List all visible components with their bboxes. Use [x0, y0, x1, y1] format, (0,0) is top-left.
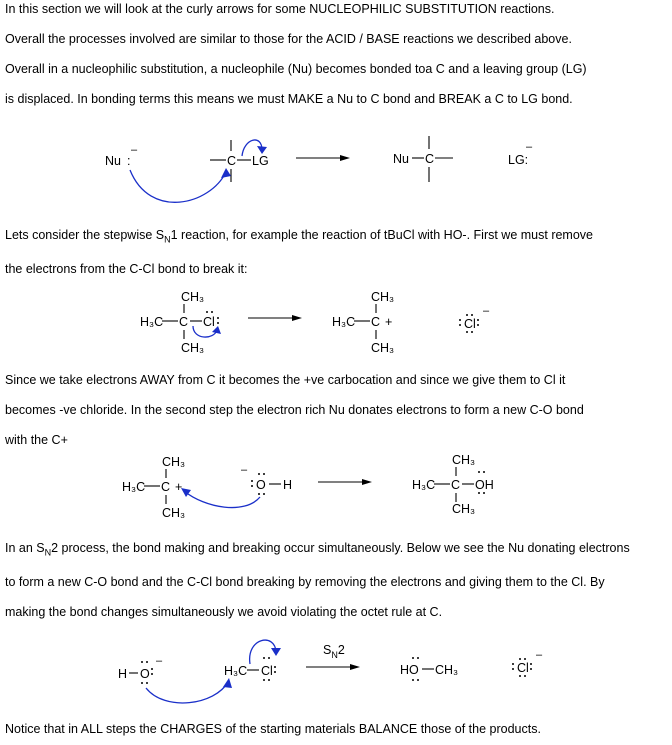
cl-dot	[268, 657, 270, 659]
leaving-group-label: LG	[252, 154, 269, 168]
product-nu-label: Nu	[393, 152, 409, 166]
sn2-line-2: to form a new C-O bond and the C-Cl bond breaking by removing the electrons and giving them to the Cl. By	[5, 575, 605, 589]
intro-line-2: Overall the processes involved are similar to those for the ACID / BASE reactions we described above.	[5, 32, 572, 46]
product-carbon-label: C	[425, 152, 435, 166]
cl-dot	[217, 317, 219, 319]
oxygen-dot	[263, 493, 265, 495]
methanol-hydroxyl: HO	[400, 663, 419, 677]
leaving-group-ion: LG:	[508, 153, 529, 167]
chloride-dot	[466, 331, 468, 333]
chloride-dot	[512, 663, 514, 665]
cation-charge: +	[175, 480, 183, 494]
o-to-c-arrowhead	[223, 678, 232, 688]
sn1-line-1-start: Lets consider the stepwise S	[5, 228, 165, 242]
chloride: Cl	[517, 661, 529, 675]
o-to-c-curly-arrow	[146, 682, 228, 703]
chloride-dot	[466, 314, 468, 316]
methyl-top: CH₃	[181, 290, 205, 304]
methyl-bottom: CH₃	[181, 341, 205, 355]
product-methyl-top: CH₃	[452, 453, 476, 467]
chloride-charge: –	[536, 649, 543, 661]
hydroxide-charge: –	[156, 655, 163, 667]
c-cl-curly-arrow	[250, 640, 276, 664]
chloride-dot	[477, 324, 479, 326]
oxygen-dot	[151, 668, 153, 670]
leaving-group-charge: –	[526, 141, 533, 153]
oxygen-dot	[251, 480, 253, 482]
hydroxide-oxygen: O	[140, 667, 150, 681]
chloride-dot	[459, 324, 461, 326]
oxygen-dot	[258, 473, 260, 475]
oxygen-dot	[258, 493, 260, 495]
sn2-line-1-end: 2 process, the bond making and breaking occur simultaneously. Below we see the Nu donating electrons	[51, 541, 630, 555]
oxygen-dot	[141, 682, 143, 684]
nucleophile-charge: –	[131, 144, 138, 156]
cl-dot	[274, 666, 276, 668]
oxygen-dot	[141, 661, 143, 663]
nucleophile-label: Nu	[105, 154, 121, 168]
ionisation-scheme	[0, 286, 672, 356]
nucleophile-attack-scheme	[0, 453, 672, 523]
carbon-label: C	[227, 154, 237, 168]
oxygen-dot	[151, 673, 153, 675]
reaction-arrowhead-3	[362, 479, 372, 485]
cation-methyl-left: H₃C	[122, 480, 146, 494]
sn2-arrow-label-subscript: N	[331, 650, 338, 660]
chloride-dot	[519, 675, 521, 677]
chlorine: Cl	[261, 664, 273, 678]
product-methyl-bottom: CH₃	[452, 502, 476, 516]
product-oxygen-dot	[483, 471, 485, 473]
c-lg-arrowhead	[257, 146, 267, 154]
intro-line-4: is displaced. In bonding terms this means we must MAKE a Nu to C bond and BREAK a C to LG bond.	[5, 92, 573, 106]
cl-dot	[263, 679, 265, 681]
sn1-subscript: N	[164, 234, 171, 245]
sn1-line-5: with the C+	[5, 433, 68, 447]
cation-methyl-left: H₃C	[332, 315, 356, 329]
hydroxide-hydrogen: H	[283, 478, 293, 492]
cation-carbon: C	[161, 480, 171, 494]
general-substitution-scheme	[0, 120, 672, 210]
sn2-arrow-label	[323, 643, 345, 660]
sn1-line-1-end: 1 reaction, for example the reaction of tBuCl with HO-. First we must remove	[170, 228, 594, 242]
sn1-line-4: becomes -ve chloride. In the second step the electron rich Nu donates electrons to form a new C-O bond	[5, 403, 584, 417]
sn2-line-1	[5, 541, 630, 558]
methanol-oxygen-dot	[412, 657, 414, 659]
methyl-left: H₃C	[140, 315, 164, 329]
methanol-oxygen-dot	[417, 657, 419, 659]
nu-to-c-arrowhead	[221, 168, 231, 178]
reaction-arrowhead-2	[292, 315, 302, 321]
oxygen-dot	[146, 661, 148, 663]
chloride-charge: –	[483, 305, 490, 317]
cl-dot	[268, 679, 270, 681]
product-oxygen-dot	[483, 492, 485, 494]
chloride-dot	[459, 319, 461, 321]
reaction-arrowhead-4	[350, 664, 360, 670]
cation-methyl-bottom: CH₃	[371, 341, 395, 355]
cl-dot	[274, 671, 276, 673]
sn2-line-1-start: In an S	[5, 541, 45, 555]
product-oxygen-dot	[478, 471, 480, 473]
chloride-dot	[471, 314, 473, 316]
cation-charge: +	[385, 315, 393, 329]
chloride-dot	[512, 668, 514, 670]
cation-methyl-top: CH₃	[371, 290, 395, 304]
cation-methyl-top: CH₃	[162, 455, 186, 469]
c-cl-arrowhead	[271, 648, 281, 656]
cl-dot	[211, 311, 213, 313]
sn1-line-2: the electrons from the C-Cl bond to break it:	[5, 262, 248, 276]
hydroxide-charge: –	[241, 464, 248, 476]
sn2-line-3: making the bond changes simultaneously we avoid violating the octet rule at C.	[5, 605, 443, 619]
o-to-c-curly-arrow	[184, 491, 260, 508]
cl-dot	[217, 322, 219, 324]
chloride-dot	[519, 658, 521, 660]
cl-dot	[263, 657, 265, 659]
methyl: H₃C	[224, 664, 248, 678]
methanol-oxygen-dot	[412, 679, 414, 681]
chloride-dot	[477, 319, 479, 321]
hydroxide-oxygen: O	[256, 478, 266, 492]
product-oxygen-dot	[478, 492, 480, 494]
sn1-line-3: Since we take electrons AWAY from C it becomes the +ve carbocation and since we give them to Cl it	[5, 373, 566, 387]
intro-line-1: In this section we will look at the curly arrows for some NUCLEOPHILIC SUBSTITUTION reactions.	[5, 2, 555, 16]
nucleophile-lone-pair: :	[127, 154, 131, 168]
cation-methyl-bottom: CH₃	[162, 506, 186, 520]
chlorine: Cl	[203, 315, 215, 329]
sn2-subscript: N	[44, 547, 52, 558]
oxygen-dot	[251, 485, 253, 487]
sn2-scheme	[0, 630, 672, 710]
cl-dot	[206, 311, 208, 313]
nu-to-c-curly-arrow	[130, 170, 226, 202]
conclusion-line: Notice that in ALL steps the CHARGES of the starting materials BALANCE those of the products.	[5, 722, 541, 736]
chloride-dot	[530, 668, 532, 670]
chloride-dot	[530, 663, 532, 665]
intro-line-3: Overall in a nucleophilic substitution, a nucleophile (Nu) becomes bonded toa C and a leaving group (LG)	[5, 62, 587, 76]
central-carbon: C	[179, 315, 189, 329]
reaction-arrowhead-1	[340, 155, 350, 161]
methanol-oxygen-dot	[417, 679, 419, 681]
product-hydroxyl: OH	[475, 478, 494, 492]
chloride-dot	[524, 658, 526, 660]
oxygen-dot	[146, 682, 148, 684]
sn2-arrow-label-s: S	[323, 643, 332, 657]
chloride-dot	[471, 331, 473, 333]
methanol-methyl: CH₃	[435, 663, 459, 677]
sn2-arrow-label-number: 2	[337, 643, 345, 657]
product-methyl-left: H₃C	[412, 478, 436, 492]
chloride: Cl	[464, 317, 476, 331]
cation-carbon: C	[371, 315, 381, 329]
oxygen-dot	[263, 473, 265, 475]
sn1-line-1	[5, 228, 593, 245]
chloride-dot	[524, 675, 526, 677]
hydroxide-hydrogen: H	[118, 667, 128, 681]
product-carbon: C	[451, 478, 461, 492]
